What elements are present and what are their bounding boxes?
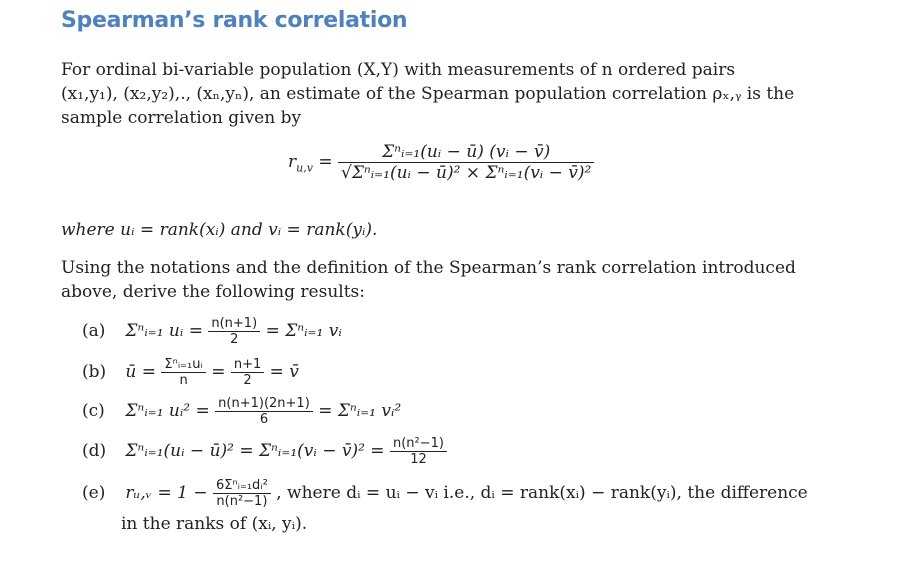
result-e-continuation: in the ranks of (xᵢ, yᵢ). — [121, 514, 308, 534]
intro-line-3: sample correlation given by — [61, 108, 302, 128]
main-formula-fraction — [338, 142, 594, 183]
result-c-label: (c) — [82, 401, 105, 421]
result-b-rhs: = v̄ — [269, 362, 299, 382]
result-c-denominator: 6 — [259, 412, 269, 427]
result-d-lhs: Σⁿᵢ₌₁(uᵢ − ū)² = Σⁿᵢ₌₁(vᵢ − v̄)² = — [125, 441, 385, 461]
result-c — [82, 396, 401, 427]
result-a — [82, 316, 342, 347]
result-e — [82, 478, 808, 509]
task-line-1: Using the notations and the definition of the Spearman’s rank correlation introduced — [61, 258, 796, 278]
result-e-numerator: 6Σⁿᵢ₌₁dᵢ² — [213, 478, 271, 494]
main-formula-numerator: Σⁿᵢ₌₁(uᵢ − ū) (vᵢ − v̄) — [338, 142, 594, 163]
result-a-rhs: = Σⁿᵢ₌₁ vᵢ — [265, 321, 342, 341]
task-line-2: above, derive the following results: — [61, 282, 365, 302]
result-a-numerator: n(n+1) — [208, 316, 260, 332]
result-b — [82, 357, 299, 388]
main-formula-denominator: √Σⁿᵢ₌₁(uᵢ − ū)² × Σⁿᵢ₌₁(vᵢ − v̄)² — [341, 163, 592, 183]
result-b-lhs: ū = — [125, 362, 157, 382]
result-c-numerator: n(n+1)(2n+1) — [215, 396, 313, 412]
result-b-fraction-2 — [231, 357, 264, 388]
result-e-fraction — [213, 478, 271, 509]
result-b-label: (b) — [82, 362, 107, 382]
main-formula-lhs: r — [288, 152, 297, 172]
page-title: Spearman’s rank correlation — [61, 8, 408, 33]
intro-line-1: For ordinal bi-variable population (X,Y) with measurements of n ordered pairs — [61, 60, 736, 80]
result-e-lhs: rᵤ,ᵥ = 1 − — [125, 483, 208, 503]
result-c-fraction — [215, 396, 313, 427]
result-d-denominator: 12 — [410, 452, 427, 467]
result-b-numerator-2: n+1 — [231, 357, 264, 373]
result-b-fraction-1 — [161, 357, 205, 388]
result-a-fraction — [208, 316, 260, 347]
where-line: where uᵢ = rank(xᵢ) and vᵢ = rank(yᵢ). — [61, 220, 378, 240]
result-d-label: (d) — [82, 441, 107, 461]
result-b-numerator-1: Σⁿᵢ₌₁uᵢ — [161, 357, 205, 373]
result-d — [82, 436, 447, 467]
main-formula: $r_{u,v}$ = $\frac{\text{Σⁿᵢ₌₁(uᵢ − ū) (vᵢ − v̄)}}{\text{√Σⁿᵢ₌₁(uᵢ − ū)² × Σⁿᵢ₌₁(vᵢ − v̄)²}}$ — [288, 142, 594, 183]
result-d-numerator: n(n²−1) — [390, 436, 447, 452]
result-c-lhs: Σⁿᵢ₌₁ uᵢ² = — [125, 401, 210, 421]
result-e-label: (e) — [82, 483, 106, 503]
result-a-label: (a) — [82, 321, 106, 341]
main-formula-lhs-sub: u,v — [296, 161, 313, 175]
intro-line-2: (x₁,y₁), (x₂,y₂),., (xₙ,yₙ), an estimate of the Spearman population correlation ρₓ,ᵧ is the — [61, 84, 795, 104]
result-e-rhs: , where dᵢ = uᵢ − vᵢ i.e., dᵢ = rank(xᵢ) − rank(yᵢ), the difference — [276, 483, 808, 503]
result-e-denominator: n(n²−1) — [216, 494, 268, 509]
result-a-denominator: 2 — [230, 332, 239, 347]
result-c-rhs: = Σⁿᵢ₌₁ vᵢ² — [318, 401, 402, 421]
result-b-denominator-1: n — [179, 373, 188, 388]
result-d-fraction — [390, 436, 447, 467]
result-b-denominator-2: 2 — [243, 373, 252, 388]
result-b-mid: = — [211, 362, 226, 382]
result-a-lhs: Σⁿᵢ₌₁ uᵢ = — [125, 321, 203, 341]
